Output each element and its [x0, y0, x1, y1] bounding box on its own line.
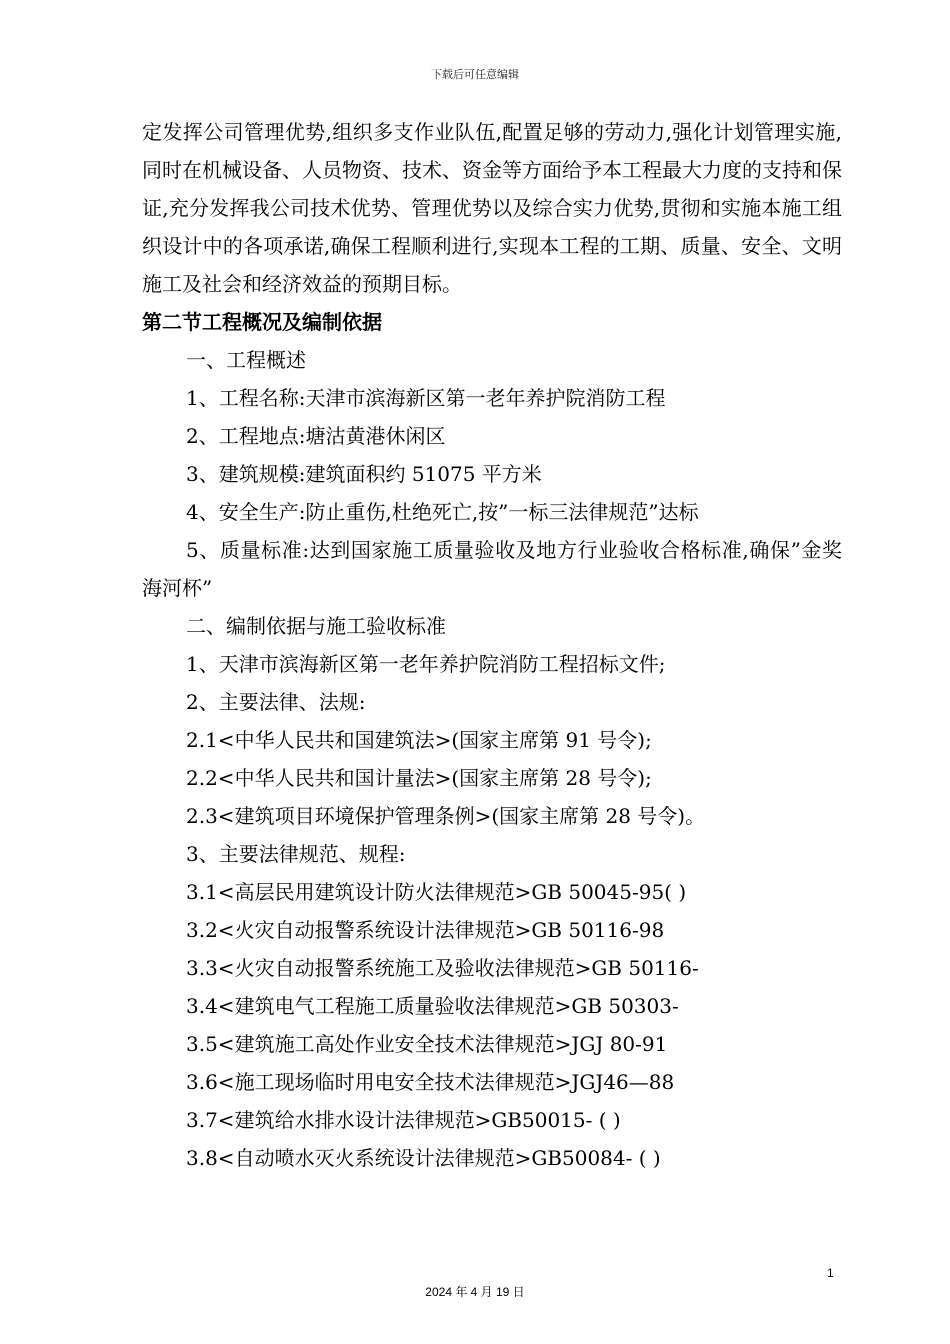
page-number: 1 [827, 1266, 834, 1280]
overview-item: 1、工程名称:天津市滨海新区第一老年养护院消防工程 [186, 386, 666, 410]
basis-item: 3.8<自动喷水灭火系统设计法律规范>GB50084- ( ) [186, 1146, 661, 1170]
page-header: 下载后可任意编辑 [431, 68, 519, 81]
basis-item: 1、天津市滨海新区第一老年养护院消防工程招标文件; [186, 652, 666, 676]
footer-date: 2024 年 4 月 19 日 [425, 1285, 525, 1299]
subsection-title-overview: 一、工程概述 [186, 348, 306, 372]
basis-item: 2.2<中华人民共和国计量法>(国家主席第 28 号令); [186, 766, 652, 790]
intro-paragraph: 定发挥公司管理优势,组织多支作业队伍,配置足够的劳动力,强化计划管理实施,同时在机械设备、人员物资、技术、资金等方面给予本工程最大力度的支持和保证,充分发挥我公司技术优势、管理优势以及综合实力优势,贯彻和实施本施工组织设计中的各项承诺,确保工程顺利进行,实现本工程的工期、质量、安全、文明施工及社会和经济效益的预期目标。 [142, 120, 842, 296]
overview-item: 4、安全生产:防止重伤,杜绝死亡,按”一标三法律规范”达标 [186, 500, 699, 524]
overview-item-quality: 5、质量标准:达到国家施工质量验收及地方行业验收合格标准,确保”金奖海河杯” [142, 538, 842, 600]
basis-item: 3.5<建筑施工高处作业安全技术法律规范>JGJ 80-91 [186, 1032, 668, 1056]
basis-item: 3、主要法律规范、规程: [186, 842, 406, 866]
basis-item: 3.6<施工现场临时用电安全技术法律规范>JGJ46—88 [186, 1070, 675, 1094]
basis-item: 3.7<建筑给水排水设计法律规范>GB50015- ( ) [186, 1108, 621, 1132]
section-heading: 第二节工程概况及编制依据 [142, 310, 382, 334]
overview-item: 3、建筑规模:建筑面积约 51075 平方米 [186, 462, 542, 486]
basis-item: 2.1<中华人民共和国建筑法>(国家主席第 91 号令); [186, 728, 652, 752]
overview-item: 2、工程地点:塘沽黄港休闲区 [186, 424, 446, 448]
basis-item: 3.4<建筑电气工程施工质量验收法律规范>GB 50303- [186, 994, 679, 1018]
subsection-title-basis: 二、编制依据与施工验收标准 [186, 614, 446, 638]
page-content [142, 113, 842, 1177]
basis-item: 2.3<建筑项目环境保护管理条例>(国家主席第 28 号令)。 [186, 804, 706, 828]
basis-item: 3.3<火灾自动报警系统施工及验收法律规范>GB 50116- [186, 956, 699, 980]
basis-item: 2、主要法律、法规: [186, 690, 366, 714]
basis-item: 3.1<高层民用建筑设计防火法律规范>GB 50045-95( ) [186, 880, 687, 904]
basis-item: 3.2<火灾自动报警系统设计法律规范>GB 50116-98 [186, 918, 665, 942]
